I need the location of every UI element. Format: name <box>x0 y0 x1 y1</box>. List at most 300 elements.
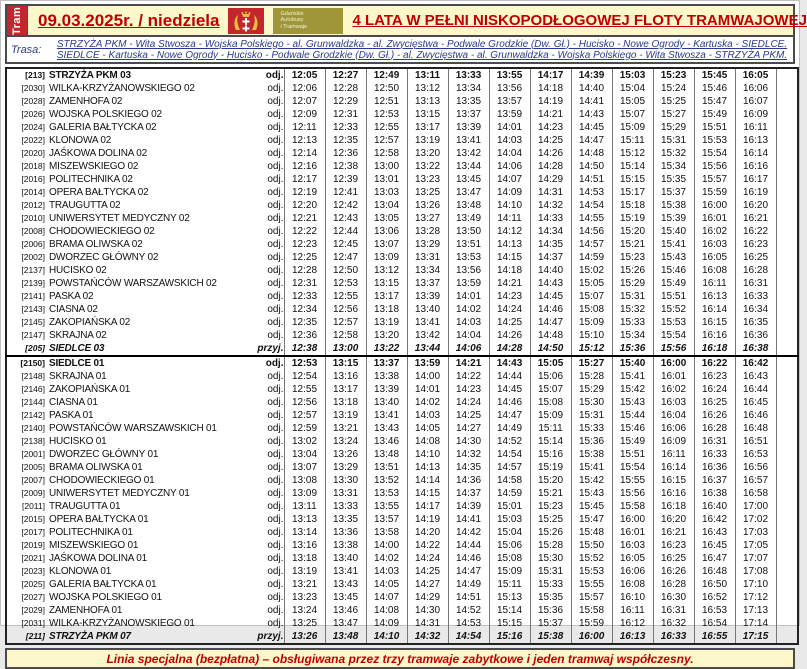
time-cell: 15:51 <box>612 448 653 461</box>
departure-type-label: odj. <box>240 604 284 617</box>
departure-type-label: odj. <box>240 225 284 238</box>
time-cell: 15:20 <box>530 474 571 487</box>
time-cell: 16:06 <box>653 422 694 435</box>
time-cell: 16:22 <box>735 225 776 238</box>
spacer-cell <box>776 82 798 95</box>
time-cell: 12:28 <box>284 264 325 277</box>
time-cell: 13:27 <box>407 212 448 225</box>
time-cell: 15:52 <box>653 303 694 316</box>
time-cell: 15:25 <box>530 513 571 526</box>
time-cell: 14:36 <box>448 474 489 487</box>
stop-name: OPERA BAŁTYCKA 02 <box>49 187 149 198</box>
spacer-cell <box>776 578 798 591</box>
time-cell: 12:57 <box>325 316 366 329</box>
timetable-row <box>6 565 798 578</box>
stop-number: [2008] <box>21 226 45 236</box>
spacer-cell <box>776 487 798 500</box>
timetable-row <box>6 591 798 604</box>
timetable-row <box>6 134 798 147</box>
time-cell: 14:09 <box>366 617 407 630</box>
time-cell: 13:47 <box>325 617 366 630</box>
time-cell: 16:30 <box>653 591 694 604</box>
time-cell: 15:42 <box>612 383 653 396</box>
time-cell: 14:37 <box>530 251 571 264</box>
time-cell: 12:25 <box>284 251 325 264</box>
time-cell: 15:46 <box>694 82 735 95</box>
stop-name: POWSTAŃCÓW WARSZAWSKICH 01 <box>49 423 217 434</box>
time-cell: 15:33 <box>530 578 571 591</box>
departure-type-label: odj. <box>240 238 284 251</box>
stop-cell <box>6 303 240 316</box>
time-cell: 15:19 <box>530 461 571 474</box>
time-cell: 14:10 <box>407 448 448 461</box>
time-cell: 16:26 <box>694 409 735 422</box>
stop-name: WILKA-KRZYŻANOWSKIEGO 01 <box>49 618 195 629</box>
time-cell: 14:55 <box>571 212 612 225</box>
time-cell: 14:54 <box>448 630 489 644</box>
stop-number: [2010] <box>21 213 45 223</box>
page-title: 4 LATA W PEŁNI NISKOPODŁOGOWEJ FLOTY TRAMWAJOWEJ <box>352 12 807 29</box>
operator-logo <box>273 8 343 34</box>
spacer-cell <box>776 448 798 461</box>
time-cell: 12:55 <box>325 290 366 303</box>
stop-number: [2137] <box>21 265 45 275</box>
departure-type-label: odj. <box>240 370 284 383</box>
stop-number: [2002] <box>21 252 45 262</box>
time-cell: 13:13 <box>284 513 325 526</box>
time-cell: 15:12 <box>612 147 653 160</box>
timetable-row <box>6 578 798 591</box>
time-cell: 12:45 <box>325 238 366 251</box>
stop-number: [2150] <box>20 358 45 368</box>
time-cell: 16:53 <box>735 448 776 461</box>
stop-number: [2030] <box>21 83 45 93</box>
departure-type-label: odj. <box>240 290 284 303</box>
spacer-cell <box>776 591 798 604</box>
spacer-cell <box>776 422 798 435</box>
spacer-cell <box>776 370 798 383</box>
timetable-row <box>6 95 798 108</box>
time-cell: 16:31 <box>694 435 735 448</box>
departure-type-label: odj. <box>240 500 284 513</box>
time-cell: 14:46 <box>530 303 571 316</box>
time-cell: 12:47 <box>325 251 366 264</box>
time-cell: 13:48 <box>366 448 407 461</box>
time-cell: 15:51 <box>694 121 735 134</box>
time-cell: 14:04 <box>448 329 489 342</box>
time-cell: 16:14 <box>735 147 776 160</box>
stop-name: GALERIA BAŁTYCKA 01 <box>49 579 157 590</box>
stop-name: CHODOWIECKIEGO 02 <box>49 226 155 237</box>
time-cell: 15:07 <box>571 290 612 303</box>
time-cell: 13:41 <box>448 134 489 147</box>
time-cell: 13:11 <box>284 500 325 513</box>
time-cell: 14:52 <box>448 604 489 617</box>
spacer-cell <box>776 565 798 578</box>
time-cell: 16:18 <box>694 342 735 356</box>
departure-type-label: odj. <box>240 591 284 604</box>
stop-cell <box>6 212 240 225</box>
time-cell: 15:43 <box>612 396 653 409</box>
time-cell: 12:54 <box>284 370 325 383</box>
time-cell: 15:19 <box>612 212 653 225</box>
time-cell: 15:52 <box>571 552 612 565</box>
departure-type-label: odj. <box>240 212 284 225</box>
stop-name: SKRAJNA 02 <box>49 330 107 341</box>
time-cell: 15:34 <box>653 160 694 173</box>
time-cell: 14:53 <box>448 617 489 630</box>
stop-number: [2014] <box>21 187 45 197</box>
time-cell: 14:08 <box>366 604 407 617</box>
time-cell: 14:48 <box>571 147 612 160</box>
footer-note: Linia specjalna (bezpłatna) – obsługiwana przez trzy tramwaje zabytkowe i jeden tramwaj współczesny. <box>5 648 795 669</box>
time-cell: 15:30 <box>571 396 612 409</box>
time-cell: 15:03 <box>489 513 530 526</box>
timetable-row <box>6 539 798 552</box>
time-cell: 14:39 <box>448 500 489 513</box>
time-cell: 17:12 <box>735 591 776 604</box>
timetable-row <box>6 396 798 409</box>
time-cell: 15:53 <box>694 134 735 147</box>
time-cell: 16:42 <box>694 513 735 526</box>
time-cell: 14:43 <box>489 356 530 370</box>
stop-cell <box>6 316 240 329</box>
time-cell: 15:59 <box>694 186 735 199</box>
stop-cell <box>6 604 240 617</box>
stop-name: ZAKOPIAŃSKA 02 <box>49 317 131 328</box>
time-cell: 12:41 <box>325 186 366 199</box>
time-cell: 12:09 <box>284 108 325 121</box>
time-cell: 16:15 <box>694 316 735 329</box>
stop-name: JAŚKOWA DOLINA 02 <box>49 148 147 159</box>
time-cell: 14:45 <box>571 121 612 134</box>
stop-number: [2019] <box>21 540 45 550</box>
time-cell: 13:16 <box>284 539 325 552</box>
time-cell: 13:20 <box>407 147 448 160</box>
stop-cell <box>6 552 240 565</box>
time-cell: 15:55 <box>571 578 612 591</box>
stop-name: STRZYŻA PKM 07 <box>49 631 131 642</box>
time-cell: 13:22 <box>407 160 448 173</box>
time-cell: 17:03 <box>735 526 776 539</box>
time-cell: 14:19 <box>530 95 571 108</box>
stop-number: [213] <box>25 70 45 80</box>
time-cell: 15:46 <box>612 422 653 435</box>
stop-cell <box>6 396 240 409</box>
time-cell: 16:33 <box>735 290 776 303</box>
time-cell: 14:08 <box>407 435 448 448</box>
time-cell: 13:40 <box>366 396 407 409</box>
time-cell: 12:16 <box>284 160 325 173</box>
time-cell: 13:57 <box>489 95 530 108</box>
time-cell: 12:13 <box>284 134 325 147</box>
time-cell: 14:46 <box>448 552 489 565</box>
stop-number: [2147] <box>21 330 45 340</box>
time-cell: 14:24 <box>407 552 448 565</box>
time-cell: 14:03 <box>366 565 407 578</box>
time-cell: 16:01 <box>612 526 653 539</box>
time-cell: 16:11 <box>653 448 694 461</box>
time-cell: 15:35 <box>530 591 571 604</box>
time-cell: 15:56 <box>694 160 735 173</box>
stop-number: [2009] <box>21 488 45 498</box>
time-cell: 13:55 <box>366 500 407 513</box>
time-cell: 15:08 <box>530 396 571 409</box>
time-cell: 16:48 <box>735 422 776 435</box>
timetable-row <box>6 329 798 342</box>
time-cell: 13:19 <box>407 134 448 147</box>
time-cell: 13:34 <box>407 264 448 277</box>
time-cell: 14:31 <box>407 617 448 630</box>
time-cell: 16:45 <box>694 539 735 552</box>
departure-type-label: odj. <box>240 329 284 342</box>
stop-name: BRAMA OLIWSKA 01 <box>49 462 143 473</box>
stop-number: [2148] <box>21 371 45 381</box>
time-cell: 13:06 <box>366 225 407 238</box>
spacer-cell <box>776 186 798 199</box>
stop-number: [2012] <box>21 200 45 210</box>
time-cell: 14:48 <box>530 329 571 342</box>
time-cell: 16:26 <box>653 565 694 578</box>
time-cell: 16:23 <box>735 238 776 251</box>
time-cell: 12:51 <box>366 95 407 108</box>
time-cell: 13:51 <box>366 461 407 474</box>
stop-name: TRAUGUTTA 02 <box>49 200 121 211</box>
stop-number: [2026] <box>21 109 45 119</box>
time-cell: 16:10 <box>612 591 653 604</box>
stop-number: [2005] <box>21 462 45 472</box>
stop-name: BRAMA OLIWSKA 02 <box>49 239 143 250</box>
departure-type-label: odj. <box>240 356 284 370</box>
time-cell: 16:05 <box>612 552 653 565</box>
time-cell: 13:35 <box>448 95 489 108</box>
time-cell: 16:18 <box>653 500 694 513</box>
time-cell: 14:59 <box>489 487 530 500</box>
stop-cell <box>6 251 240 264</box>
stop-cell <box>6 630 240 644</box>
time-cell: 14:32 <box>530 199 571 212</box>
time-cell: 16:15 <box>653 474 694 487</box>
time-cell: 15:43 <box>653 251 694 264</box>
time-cell: 13:44 <box>407 342 448 356</box>
time-cell: 13:56 <box>448 264 489 277</box>
time-cell: 13:25 <box>407 186 448 199</box>
time-cell: 14:39 <box>571 68 612 82</box>
stop-cell <box>6 342 240 356</box>
spacer-cell <box>776 68 798 82</box>
departure-type-label: odj. <box>240 448 284 461</box>
time-cell: 13:13 <box>407 95 448 108</box>
time-cell: 14:41 <box>571 95 612 108</box>
time-cell: 16:35 <box>735 316 776 329</box>
time-cell: 15:09 <box>530 409 571 422</box>
time-cell: 13:00 <box>325 342 366 356</box>
time-cell: 13:48 <box>325 630 366 644</box>
time-cell: 13:42 <box>448 147 489 160</box>
stop-cell <box>6 565 240 578</box>
time-cell: 14:57 <box>489 461 530 474</box>
time-cell: 14:04 <box>489 147 530 160</box>
timetable-row <box>6 383 798 396</box>
time-cell: 15:47 <box>694 95 735 108</box>
timetable-row <box>6 68 798 82</box>
time-cell: 14:25 <box>530 134 571 147</box>
timetable-row <box>6 290 798 303</box>
time-cell: 12:29 <box>325 95 366 108</box>
timetable-row <box>6 370 798 383</box>
time-cell: 16:47 <box>694 552 735 565</box>
time-cell: 15:26 <box>530 526 571 539</box>
time-cell: 13:24 <box>284 604 325 617</box>
departure-type-label: odj. <box>240 617 284 630</box>
departure-type-label: odj. <box>240 277 284 290</box>
time-cell: 16:08 <box>612 578 653 591</box>
time-cell: 16:25 <box>694 396 735 409</box>
time-cell: 13:00 <box>366 160 407 173</box>
time-cell: 14:23 <box>489 290 530 303</box>
departure-type-label: odj. <box>240 303 284 316</box>
stop-cell <box>6 448 240 461</box>
timetable-row <box>6 238 798 251</box>
timetable-row <box>6 487 798 500</box>
time-cell: 12:23 <box>284 238 325 251</box>
time-cell: 14:23 <box>448 383 489 396</box>
time-cell: 14:54 <box>489 448 530 461</box>
time-cell: 14:27 <box>448 422 489 435</box>
departure-type-label: odj. <box>240 435 284 448</box>
time-cell: 13:12 <box>366 264 407 277</box>
time-cell: 13:38 <box>366 370 407 383</box>
stop-cell <box>6 173 240 186</box>
time-cell: 15:05 <box>530 356 571 370</box>
time-cell: 15:41 <box>571 461 612 474</box>
time-cell: 15:28 <box>530 539 571 552</box>
time-cell: 14:03 <box>448 316 489 329</box>
time-cell: 14:40 <box>571 82 612 95</box>
time-cell: 14:44 <box>448 539 489 552</box>
timetable-row <box>6 147 798 160</box>
time-cell: 15:31 <box>571 409 612 422</box>
time-cell: 16:17 <box>735 173 776 186</box>
time-cell: 13:37 <box>448 108 489 121</box>
stop-name: TRAUGUTTA 01 <box>49 501 121 512</box>
time-cell: 15:31 <box>612 290 653 303</box>
timetable-row <box>6 513 798 526</box>
time-cell: 15:08 <box>489 552 530 565</box>
time-cell: 13:41 <box>366 409 407 422</box>
time-cell: 13:31 <box>325 487 366 500</box>
departure-type-label: odj. <box>240 526 284 539</box>
time-cell: 13:22 <box>366 342 407 356</box>
time-cell: 14:25 <box>489 316 530 329</box>
time-cell: 15:58 <box>612 500 653 513</box>
time-cell: 15:10 <box>571 329 612 342</box>
stop-cell <box>6 199 240 212</box>
time-cell: 12:56 <box>284 396 325 409</box>
time-cell: 14:49 <box>448 578 489 591</box>
time-cell: 14:14 <box>407 474 448 487</box>
time-cell: 16:23 <box>653 539 694 552</box>
time-cell: 13:28 <box>407 225 448 238</box>
time-cell: 16:46 <box>735 409 776 422</box>
time-cell: 12:28 <box>325 82 366 95</box>
stop-cell <box>6 121 240 134</box>
time-cell: 14:40 <box>530 264 571 277</box>
stop-name: GALERIA BAŁTYCKA 02 <box>49 122 157 133</box>
time-cell: 14:24 <box>448 396 489 409</box>
stop-cell <box>6 435 240 448</box>
stop-cell <box>6 264 240 277</box>
time-cell: 16:00 <box>694 199 735 212</box>
stop-cell <box>6 513 240 526</box>
time-cell: 12:33 <box>325 121 366 134</box>
time-cell: 15:05 <box>571 277 612 290</box>
time-cell: 14:25 <box>448 409 489 422</box>
stop-cell <box>6 238 240 251</box>
gdansk-crest-icon <box>228 8 264 34</box>
time-cell: 15:06 <box>489 539 530 552</box>
time-cell: 15:54 <box>653 329 694 342</box>
spacer-cell <box>776 290 798 303</box>
stop-number: [2016] <box>21 174 45 184</box>
timetable <box>5 67 799 645</box>
time-cell: 14:47 <box>571 134 612 147</box>
spacer-cell <box>776 173 798 186</box>
time-cell: 14:15 <box>489 251 530 264</box>
time-cell: 15:57 <box>694 173 735 186</box>
time-cell: 16:21 <box>735 212 776 225</box>
time-cell: 17:07 <box>735 552 776 565</box>
departure-type-label: odj. <box>240 487 284 500</box>
time-cell: 16:34 <box>735 303 776 316</box>
time-cell: 13:46 <box>366 435 407 448</box>
time-cell: 14:21 <box>448 356 489 370</box>
stop-number: [2020] <box>21 148 45 158</box>
stop-cell <box>6 422 240 435</box>
spacer-cell <box>776 303 798 316</box>
time-cell: 16:24 <box>694 383 735 396</box>
time-cell: 16:58 <box>735 487 776 500</box>
time-cell: 12:49 <box>366 68 407 82</box>
stop-name: SIEDLCE 03 <box>49 343 105 354</box>
time-cell: 15:48 <box>571 526 612 539</box>
time-cell: 15:41 <box>653 238 694 251</box>
time-cell: 13:47 <box>448 186 489 199</box>
time-cell: 13:26 <box>407 199 448 212</box>
time-cell: 12:42 <box>325 199 366 212</box>
time-cell: 15:07 <box>530 383 571 396</box>
time-cell: 13:18 <box>284 552 325 565</box>
time-cell: 14:49 <box>489 422 530 435</box>
time-cell: 16:28 <box>694 422 735 435</box>
time-cell: 14:34 <box>530 225 571 238</box>
time-cell: 14:35 <box>530 238 571 251</box>
time-cell: 16:00 <box>612 513 653 526</box>
time-cell: 14:21 <box>530 108 571 121</box>
time-cell: 14:28 <box>530 160 571 173</box>
time-cell: 14:23 <box>530 121 571 134</box>
time-cell: 17:14 <box>735 617 776 630</box>
stop-name: POWSTAŃCÓW WARSZAWSKICH 02 <box>49 278 217 289</box>
stop-number: [2142] <box>21 410 45 420</box>
time-cell: 14:30 <box>448 435 489 448</box>
time-cell: 17:00 <box>735 500 776 513</box>
departure-type-label: odj. <box>240 108 284 121</box>
time-cell: 12:31 <box>325 108 366 121</box>
time-cell: 13:19 <box>325 409 366 422</box>
time-cell: 16:38 <box>735 342 776 356</box>
time-cell: 13:19 <box>284 565 325 578</box>
